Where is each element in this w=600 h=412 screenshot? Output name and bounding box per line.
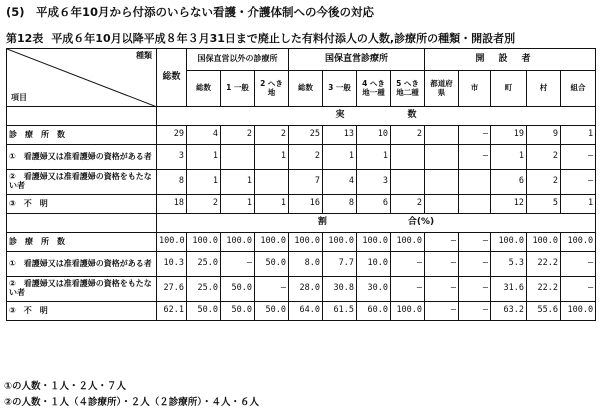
header-item-label: 項目 <box>11 93 27 103</box>
value-cell: 100.0 <box>491 233 527 252</box>
value-cell: 1 <box>491 145 527 170</box>
value-cell: 1 <box>255 145 289 170</box>
header-n-total: 総数 <box>289 71 323 107</box>
footnote-2: ②の人数・１人（４診療所）・２人（２診療所）・４人・６人 <box>4 397 260 408</box>
value-cell: — <box>425 277 459 302</box>
value-cell: — <box>459 302 491 321</box>
table-row <box>7 252 596 277</box>
header-city: 市 <box>459 71 491 107</box>
table-caption: 平成６年10月以降平成８年３月31日まで廃止した有料付添人の人数,診療所の種類・開設者別 <box>51 32 516 45</box>
value-cell: 9 <box>527 126 561 145</box>
value-cell: 28.0 <box>289 277 323 302</box>
value-cell: 100.0 <box>289 233 323 252</box>
value-cell: 60.0 <box>357 302 391 321</box>
value-cell: 100.0 <box>157 233 187 252</box>
value-cell: 50.0 <box>187 302 221 321</box>
value-cell: 1 <box>187 145 221 170</box>
row-label: ① 看護婦又は准看護婦の資格がある者 <box>7 252 157 277</box>
header-nn-total: 総数 <box>187 71 221 107</box>
value-cell: 1 <box>323 145 357 170</box>
value-cell: 5.3 <box>491 252 527 277</box>
value-cell <box>221 145 255 170</box>
value-cell: 50.0 <box>221 277 255 302</box>
header-union: 組合 <box>561 71 596 107</box>
row-label: ② 看護婦又は准看護婦の資格をもたない者 <box>7 170 157 195</box>
diagonal-line <box>7 49 157 107</box>
value-cell: 6 <box>357 195 391 214</box>
value-cell: 50.0 <box>255 252 289 277</box>
header-town: 町 <box>491 71 527 107</box>
value-cell: — <box>459 126 491 145</box>
table-row <box>7 126 596 145</box>
value-cell: 1 <box>187 170 221 195</box>
header-group-non-national: 国保直営以外の診療所 <box>187 49 289 71</box>
header-total: 総数 <box>157 49 187 107</box>
row-label: ③ 不 明 <box>7 302 157 321</box>
value-cell: — <box>459 233 491 252</box>
value-cell: 55.6 <box>527 302 561 321</box>
value-cell: 2 <box>187 195 221 214</box>
value-cell: 1 <box>561 195 596 214</box>
section-spacer <box>7 214 157 233</box>
value-cell: — <box>459 252 491 277</box>
row-label: 診 療 所 数 <box>7 126 157 145</box>
value-cell <box>391 145 425 170</box>
value-cell: 4 <box>323 170 357 195</box>
section-ratio: 割 合(%) <box>157 214 596 233</box>
value-cell: 10 <box>357 126 391 145</box>
value-cell: 1 <box>255 195 289 214</box>
value-cell: 25.0 <box>187 252 221 277</box>
value-cell: 50.0 <box>255 302 289 321</box>
value-cell: 13 <box>323 126 357 145</box>
value-cell <box>459 195 491 214</box>
row-label: ② 看護婦又は准看護婦の資格をもたない者 <box>7 277 157 302</box>
value-cell: 29 <box>157 126 187 145</box>
value-cell: 3 <box>357 170 391 195</box>
value-cell: 12 <box>491 195 527 214</box>
value-cell: 62.1 <box>157 302 187 321</box>
value-cell <box>425 170 459 195</box>
header-n-remote-2: 5 へき地二種 <box>391 71 425 107</box>
value-cell: — <box>255 277 289 302</box>
value-cell: 22.2 <box>527 252 561 277</box>
value-cell: 100.0 <box>561 302 596 321</box>
value-cell: 2 <box>527 170 561 195</box>
section-title: (5) 平成６年10月から付添のいらない看護・介護体制への今後の対応 <box>6 5 375 19</box>
header-nn-remote: 2 へき地 <box>255 71 289 107</box>
table-row <box>7 195 596 214</box>
header-group-founder: 開設者 <box>425 49 596 71</box>
value-cell: 64.0 <box>289 302 323 321</box>
value-cell: 100.0 <box>323 233 357 252</box>
value-cell: 7 <box>289 170 323 195</box>
value-cell <box>425 195 459 214</box>
value-cell: 7.7 <box>323 252 357 277</box>
value-cell: 25 <box>289 126 323 145</box>
value-cell: 8 <box>323 195 357 214</box>
value-cell: 22.2 <box>527 277 561 302</box>
value-cell: — <box>459 145 491 170</box>
value-cell: — <box>561 252 596 277</box>
header-kind-label: 種類 <box>136 51 152 60</box>
statistics-table <box>6 48 596 321</box>
header-village: 村 <box>527 71 561 107</box>
value-cell: 8.0 <box>289 252 323 277</box>
value-cell: 5 <box>527 195 561 214</box>
value-cell: 25.0 <box>187 277 221 302</box>
value-cell: 31.6 <box>491 277 527 302</box>
value-cell <box>425 126 459 145</box>
header-group-national: 国保直営診療所 <box>289 49 425 71</box>
header-corner-cell <box>7 49 157 107</box>
value-cell: 100.0 <box>255 233 289 252</box>
header-prefecture: 都道府県 <box>425 71 459 107</box>
value-cell: 2 <box>391 195 425 214</box>
value-cell: 100.0 <box>357 233 391 252</box>
section-actual: 実 数 <box>157 107 596 126</box>
value-cell: 2 <box>527 145 561 170</box>
table-row <box>7 170 596 195</box>
value-cell: 100.0 <box>221 233 255 252</box>
value-cell: 30.0 <box>357 277 391 302</box>
row-label: 診 療 所 数 <box>7 233 157 252</box>
value-cell: 19 <box>491 126 527 145</box>
row-label: ① 看護婦又は准看護婦の資格がある者 <box>7 145 157 170</box>
value-cell: — <box>425 233 459 252</box>
value-cell: 100.0 <box>391 302 425 321</box>
value-cell: 30.8 <box>323 277 357 302</box>
value-cell: 18 <box>157 195 187 214</box>
table-row <box>7 145 596 170</box>
value-cell: 100.0 <box>561 233 596 252</box>
value-cell: 2 <box>289 145 323 170</box>
value-cell: — <box>561 277 596 302</box>
header-n-remote-1: 4 へき地一種 <box>357 71 391 107</box>
value-cell <box>255 170 289 195</box>
value-cell: 50.0 <box>221 302 255 321</box>
value-cell: — <box>561 145 596 170</box>
value-cell: 61.5 <box>323 302 357 321</box>
value-cell: — <box>221 252 255 277</box>
value-cell: 1 <box>221 195 255 214</box>
value-cell: 1 <box>221 170 255 195</box>
section-spacer <box>7 107 157 126</box>
table-number: 第12表 <box>6 32 44 45</box>
header-n-general: 3 一般 <box>323 71 357 107</box>
value-cell <box>391 170 425 195</box>
value-cell: — <box>459 277 491 302</box>
value-cell: 16 <box>289 195 323 214</box>
table-title <box>6 30 515 46</box>
value-cell: 100.0 <box>391 233 425 252</box>
row-label: ③ 不 明 <box>7 195 157 214</box>
value-cell: 2 <box>221 126 255 145</box>
value-cell: — <box>391 277 425 302</box>
value-cell: 4 <box>187 126 221 145</box>
value-cell: 2 <box>255 126 289 145</box>
table-row <box>7 233 596 252</box>
table-row <box>7 277 596 302</box>
value-cell: 3 <box>157 145 187 170</box>
value-cell: — <box>425 302 459 321</box>
value-cell: 100.0 <box>187 233 221 252</box>
footnote-1: ①の人数・１人・２人・７人 <box>4 381 127 392</box>
value-cell: — <box>391 252 425 277</box>
value-cell: 1 <box>561 126 596 145</box>
value-cell: 100.0 <box>527 233 561 252</box>
value-cell <box>425 145 459 170</box>
value-cell: — <box>561 170 596 195</box>
value-cell: 63.2 <box>491 302 527 321</box>
value-cell: 6 <box>491 170 527 195</box>
value-cell: 2 <box>391 126 425 145</box>
value-cell: 1 <box>357 145 391 170</box>
value-cell: — <box>425 252 459 277</box>
value-cell: 8 <box>157 170 187 195</box>
header-nn-general: 1 一般 <box>221 71 255 107</box>
value-cell: 10.0 <box>357 252 391 277</box>
value-cell <box>459 170 491 195</box>
value-cell: 27.6 <box>157 277 187 302</box>
table-row <box>7 302 596 321</box>
value-cell: 10.3 <box>157 252 187 277</box>
